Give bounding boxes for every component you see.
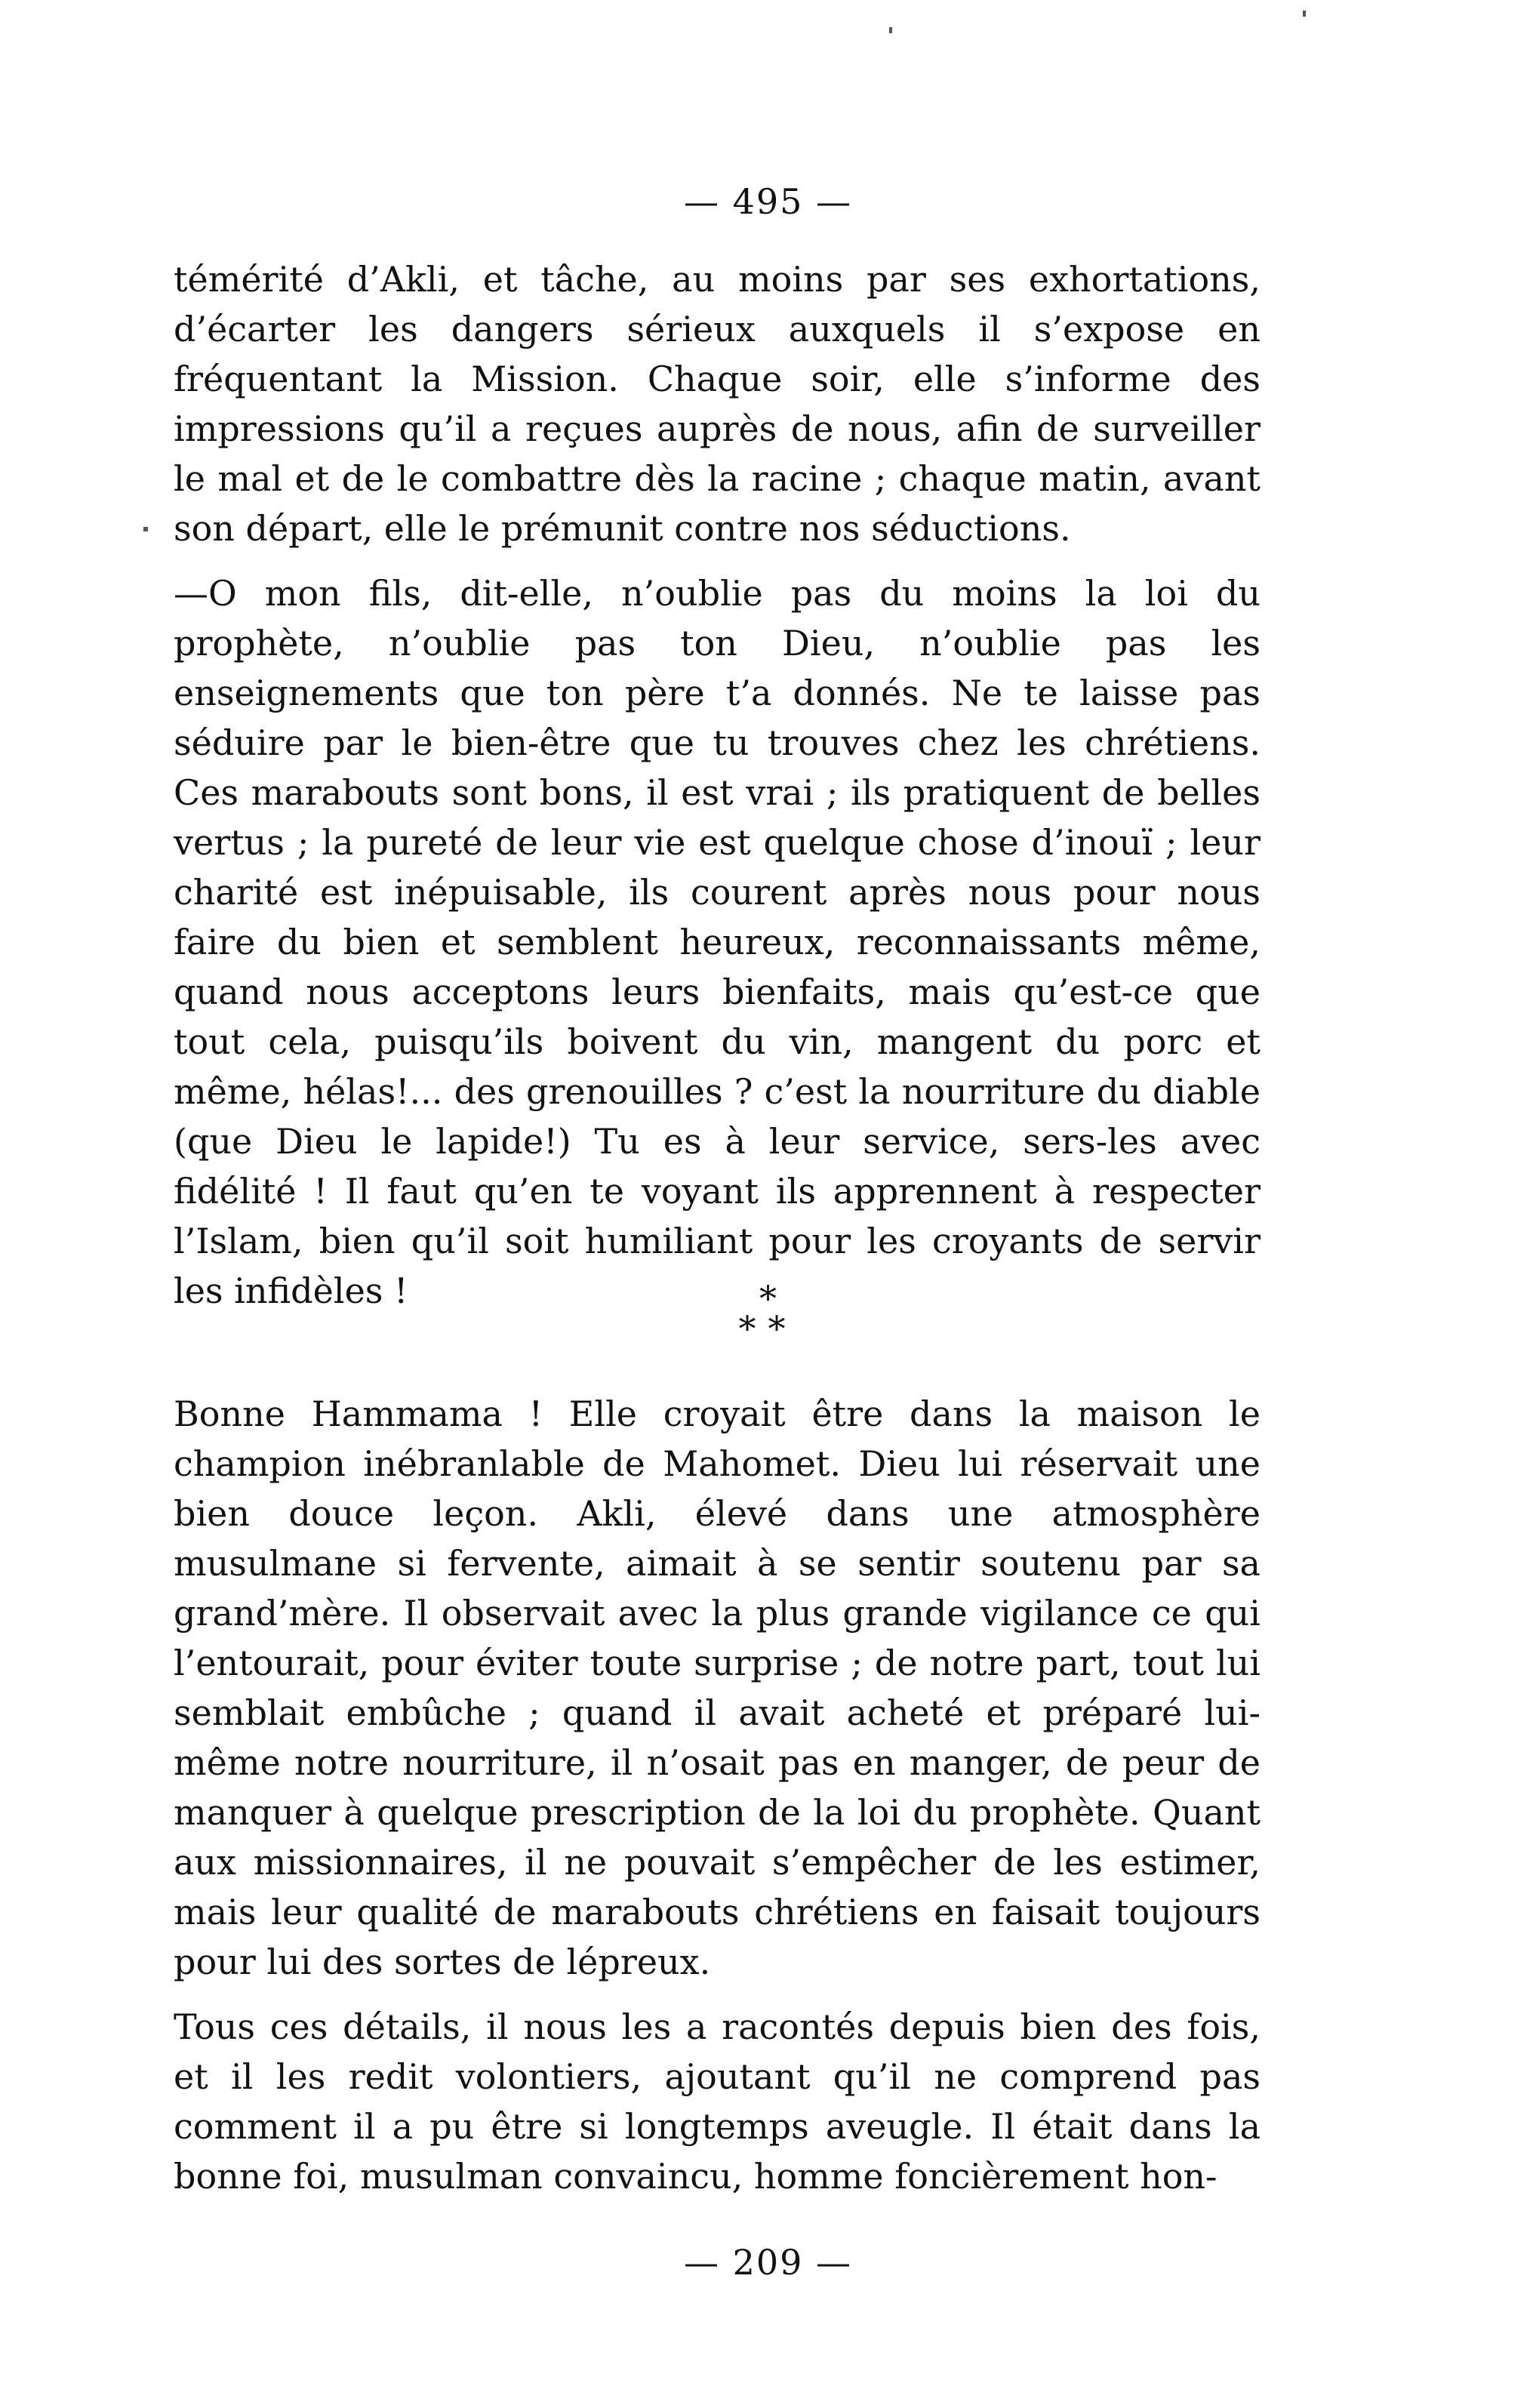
text-section-2 xyxy=(174,1389,1261,2216)
section-ornament xyxy=(0,1278,1536,1349)
paragraph: Tous ces détails, il nous les a racontés depuis bien des fois, et il les redit volontiers, ajoutant qu’il ne comprend pas comment il a pu être si longtemps aveugle. Il était dans la bonne foi, musulman convaincu, homme foncièrement hon- xyxy=(174,2006,1261,2197)
text-section-1 xyxy=(174,254,1261,1331)
ornament-star-top: * xyxy=(759,1278,777,1319)
page-number-top: — 495 — xyxy=(683,181,853,222)
paragraph: Bonne Hammama ! Elle croyait être dans la maison le champion inébranlable de Mahomet. Dieu lui réservait une bien douce leçon. Akli, élevé dans une atmosphère musulmane si fervente, aimait à se sentir soutenu par sa grand’mère. Il observait avec la plus grande vigilance ce qui l’entourait, pour éviter toute surprise ; de notre part, tout lui semblait embûche ; quand il avait acheté et préparé lui-même notre nourriture, il n’osait pas en manger, de peur de manquer à quelque prescription de la loi du prophète. Quant aux missionnaires, il ne pouvait s’empêcher de les estimer, mais leur qualité de marabouts chrétiens en faisait toujours pour lui des sortes de lépreux. xyxy=(174,1393,1261,1982)
paragraph: —O mon fils, dit-elle, n’oublie pas du moins la loi du prophète, n’oublie pas ton Dieu, n’oublie pas les enseignements que ton père t’a donnés. Ne te laisse pas séduire par le bien-être que tu trouves chez les chrétiens. Ces marabouts sont bons, il est vrai ; ils pratiquent de belles vertus ; la pureté de leur vie est quelque chose d’inouï ; leur charité est inépuisable, ils courent après nous pour nous faire du bien et semblent heureux, reconnaissants même, quand nous acceptons leurs bienfaits, mais qu’est-ce que tout cela, puisqu’ils boivent du vin, mangent du porc et même, hélas!... des grenouilles ? c’est la nourriture du diable (que Dieu le lapide!) Tu es à leur service, sers-les avec fidélité ! Il faut qu’en te voyant ils apprennent à respecter l’Islam, bien qu’il soit humiliant pour les croyants de servir les infidèles ! xyxy=(174,573,1261,1311)
speck xyxy=(143,527,148,531)
speck xyxy=(889,27,892,33)
ornament-stars-bottom: ** xyxy=(738,1308,798,1349)
page-number-bottom: — 209 — xyxy=(683,2242,853,2283)
paragraph: témérité d’Akli, et tâche, au moins par ses exhortations, d’écarter les dangers sérieux auxquels il s’expose en fréquentant la Mission. Chaque soir, elle s’informe des impressions qu’il a reçues auprès de nous, afin de surveiller le mal et de le combattre dès la racine ; chaque matin, avant son départ, elle le prémunit contre nos séductions. xyxy=(174,259,1261,549)
speck xyxy=(1303,11,1306,17)
